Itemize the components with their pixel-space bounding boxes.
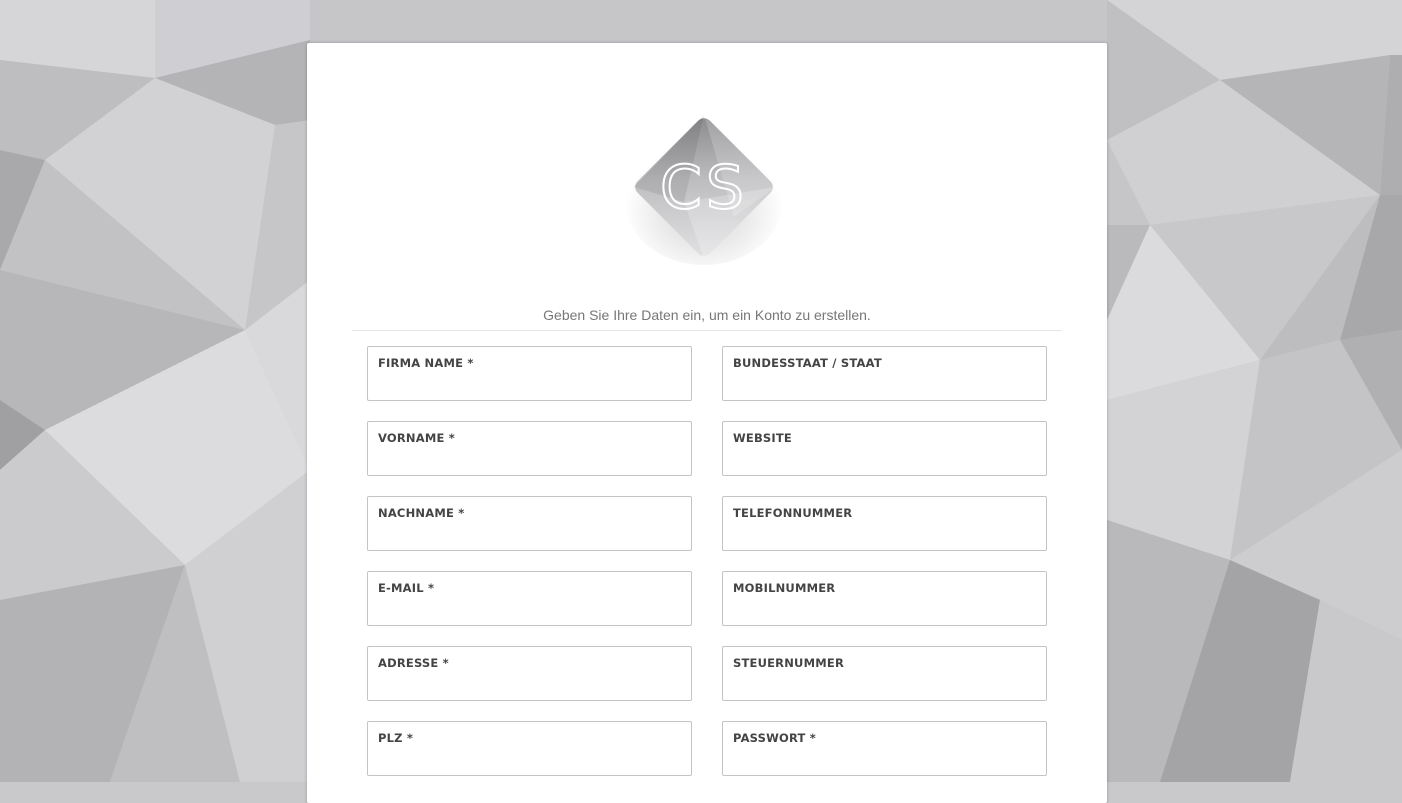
password-field[interactable] [722,721,1047,776]
zip-field[interactable] [367,721,692,776]
phone-input[interactable] [733,524,1033,544]
registration-card [307,43,1107,803]
email-input[interactable] [378,599,678,619]
zip-input[interactable] [378,749,678,769]
address-field[interactable] [367,646,692,701]
company-name-input[interactable] [378,374,678,394]
divider [352,330,1062,331]
field-label: E-MAIL * [378,581,435,595]
company-name-field[interactable] [367,346,692,401]
mobile-field[interactable] [722,571,1047,626]
tax-number-input[interactable] [733,674,1033,694]
field-label: STEUERNUMMER [733,656,844,670]
field-label: ADRESSE * [378,656,449,670]
field-label: PASSWORT * [733,731,816,745]
email-field[interactable] [367,571,692,626]
address-input[interactable] [378,674,678,694]
website-field[interactable] [722,421,1047,476]
last-name-input[interactable] [378,524,678,544]
field-label: WEBSITE [733,431,792,445]
phone-field[interactable] [722,496,1047,551]
first-name-input[interactable] [378,449,678,469]
first-name-field[interactable] [367,421,692,476]
form-subtitle: Geben Sie Ihre Daten ein, um ein Konto zu erstellen. [543,307,871,323]
field-label: MOBILNUMMER [733,581,836,595]
field-label: BUNDESSTAAT / STAAT [733,356,882,370]
field-label: FIRMA NAME * [378,356,474,370]
mobile-input[interactable] [733,599,1033,619]
field-label: NACHNAME * [378,506,465,520]
last-name-field[interactable] [367,496,692,551]
logo-initials: CS [660,153,748,223]
website-input[interactable] [733,449,1033,469]
field-label: PLZ * [378,731,414,745]
field-label: VORNAME * [378,431,455,445]
company-logo [624,107,784,267]
state-field[interactable] [722,346,1047,401]
password-input[interactable] [733,749,1033,769]
tax-number-field[interactable] [722,646,1047,701]
state-input[interactable] [733,374,1033,394]
field-label: TELEFONNUMMER [733,506,853,520]
